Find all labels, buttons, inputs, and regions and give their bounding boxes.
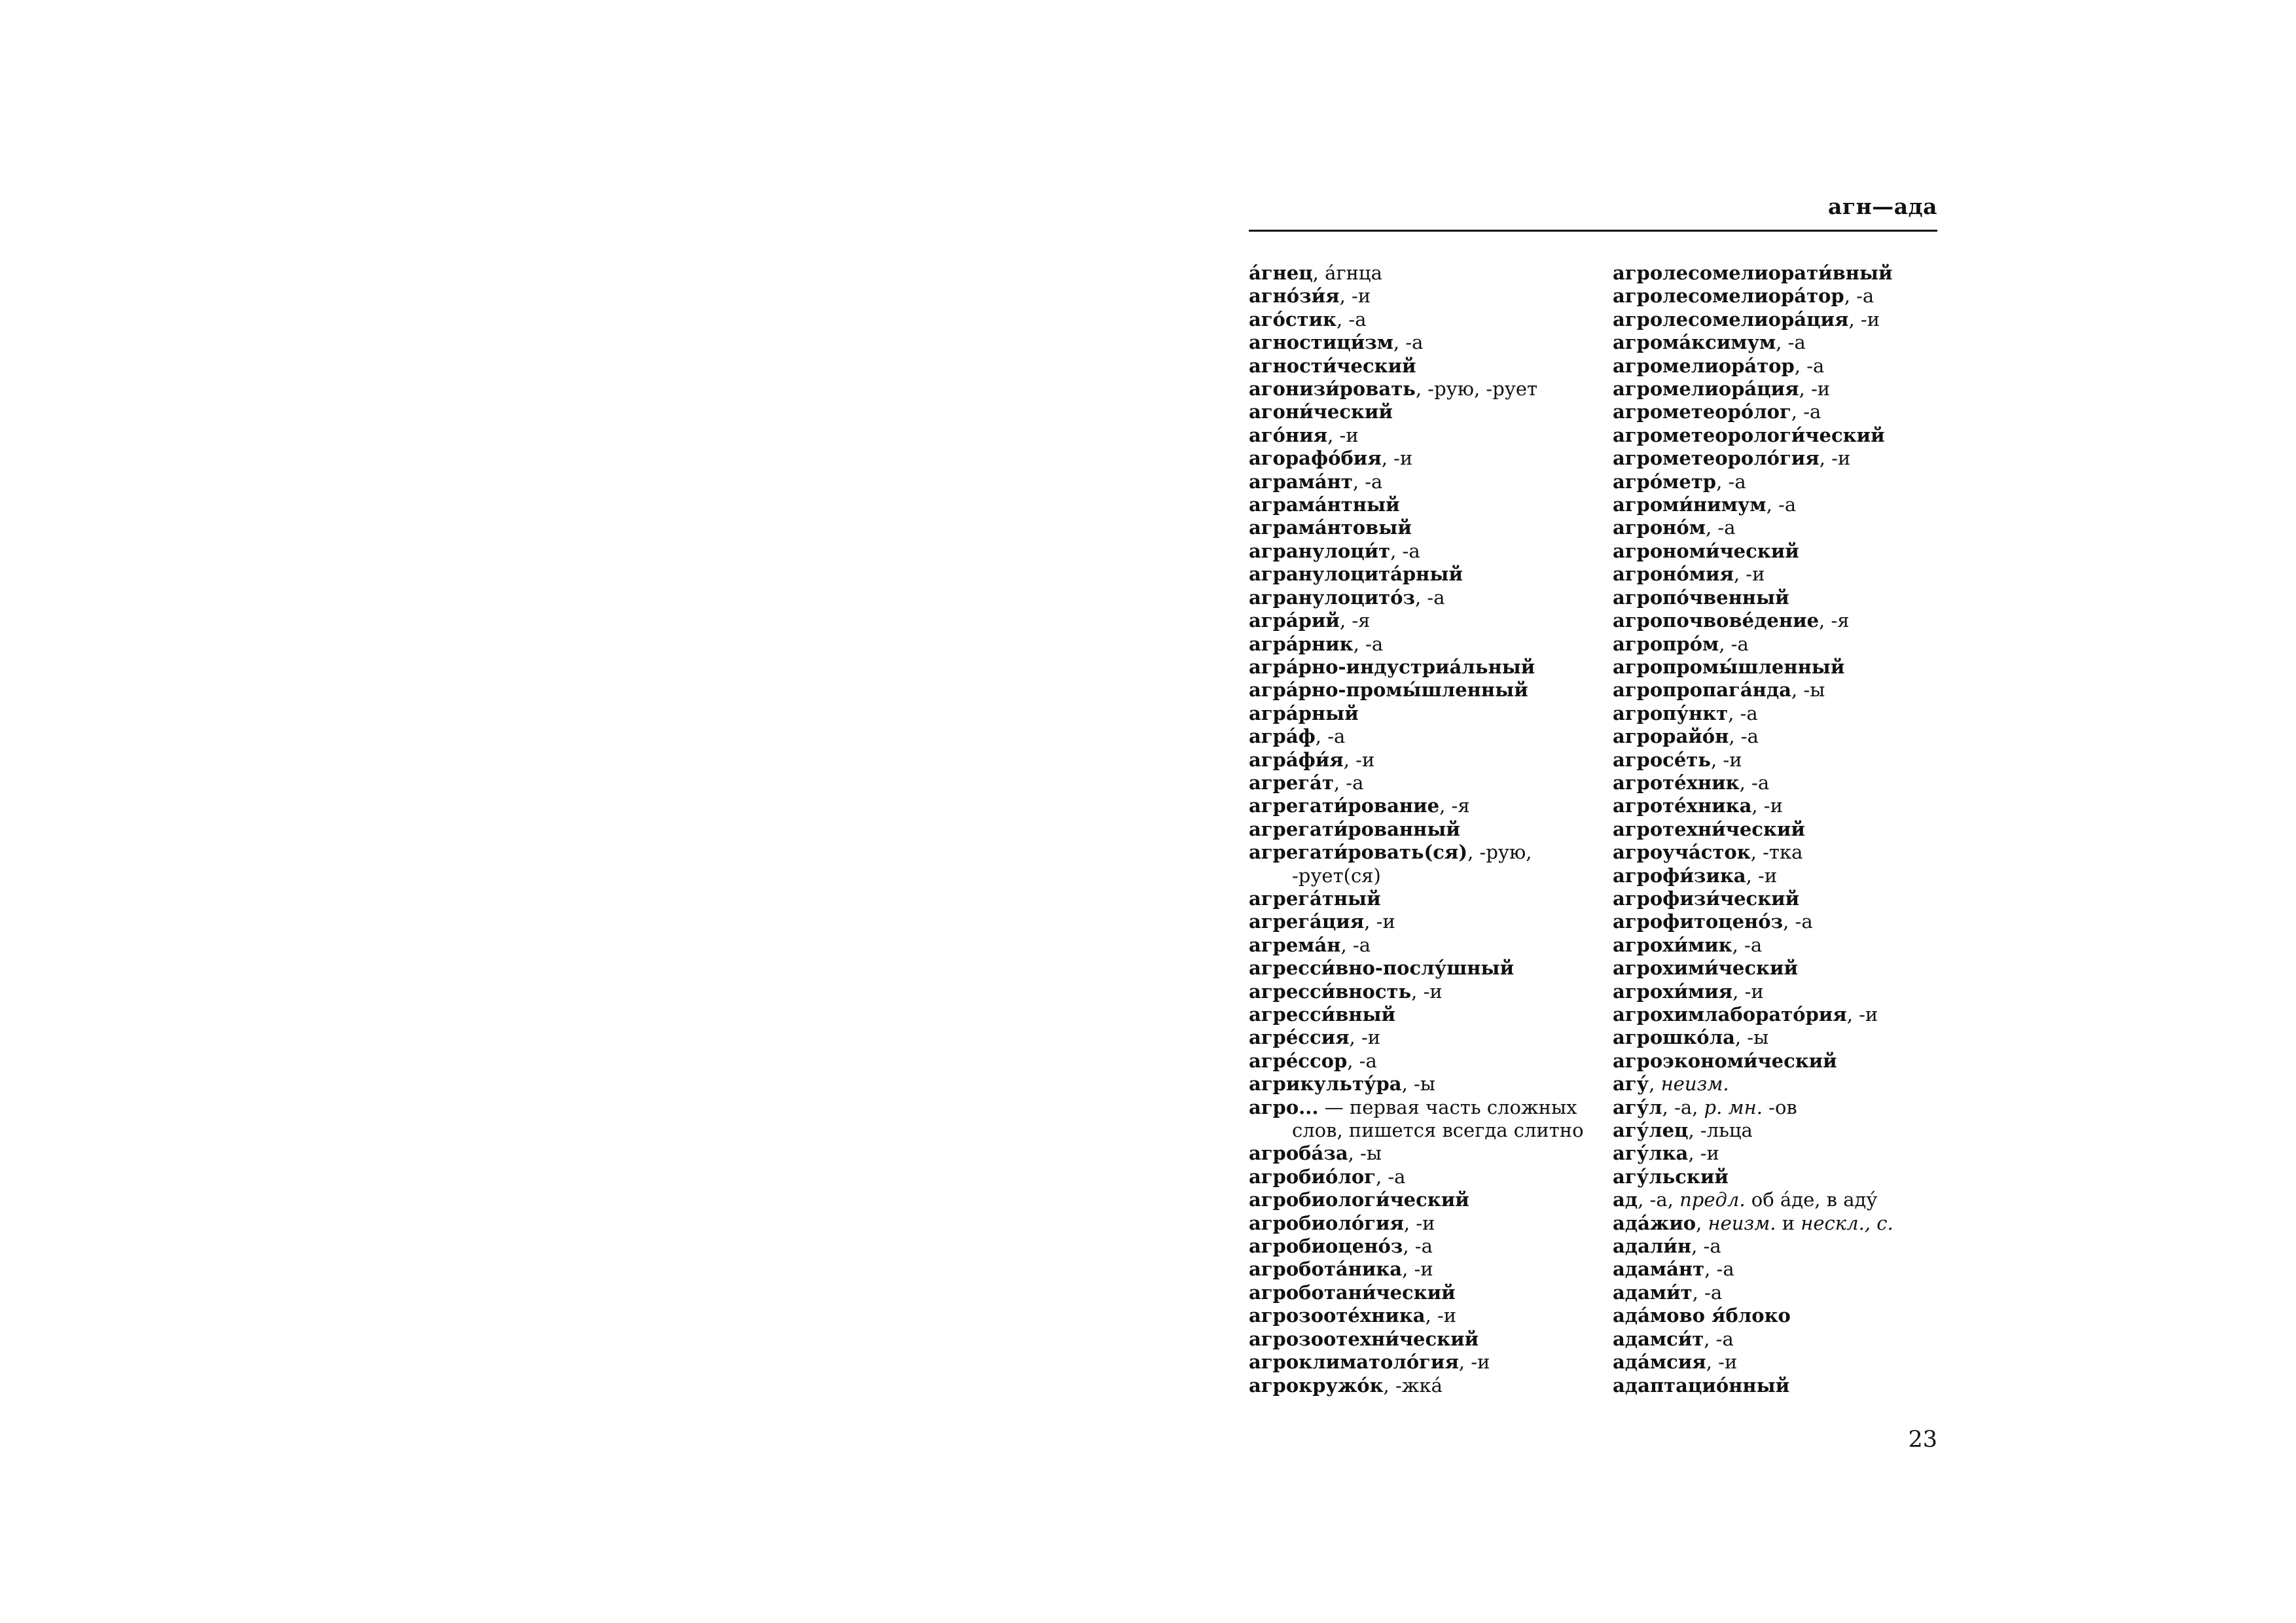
entry-inflection: , -и <box>1733 563 1765 586</box>
entry-headword: агу́лка <box>1613 1142 1689 1165</box>
dictionary-entry <box>1613 609 1979 632</box>
entry-headword: агра́фи́я <box>1249 748 1344 771</box>
entry-headword: агропромы́шленный <box>1613 655 1845 678</box>
entry-inflection: , -я <box>1439 794 1470 817</box>
entry-headword: аго́ния <box>1249 423 1328 446</box>
entry-headword: агрофитоцено́з <box>1613 910 1784 933</box>
dictionary-entry <box>1613 910 1979 933</box>
entry-inflection: , -и <box>1819 447 1851 470</box>
entry-headword: агно́зи́я <box>1249 285 1340 308</box>
entry-headword: агрофизи́ческий <box>1613 887 1800 910</box>
entry-inflection: и <box>1776 1211 1801 1234</box>
dictionary-entry <box>1249 471 1602 493</box>
entry-inflection: , -а <box>1766 493 1797 516</box>
entry-grammar-label: неизм. <box>1660 1073 1729 1096</box>
dictionary-entry <box>1613 424 1979 447</box>
entry-headword: адали́н <box>1613 1235 1692 1258</box>
entry-headword: агра́рный <box>1249 702 1359 724</box>
entry-headword: агрофи́зика <box>1613 864 1746 887</box>
dictionary-entry <box>1249 656 1602 679</box>
dictionary-entry <box>1249 910 1602 933</box>
page-number: 23 <box>1908 1427 1937 1453</box>
dictionary-entry <box>1249 1003 1602 1026</box>
entry-headword: агрома́ксимум <box>1613 331 1776 354</box>
entry-inflection: , -а <box>1353 632 1384 655</box>
entry-headword: агресси́вный <box>1249 1003 1396 1026</box>
entry-inflection: , -а <box>1716 470 1746 493</box>
dictionary-entry <box>1613 1258 1979 1281</box>
entry-headword: аграма́нтный <box>1249 493 1400 516</box>
entry-headword: агранулоцита́рный <box>1249 563 1463 586</box>
right-column <box>1613 262 1979 1397</box>
entry-headword: агро́метр <box>1613 470 1717 493</box>
entry-inflection: , -и <box>1343 748 1375 771</box>
dictionary-entry <box>1613 887 1979 910</box>
dictionary-entry <box>1249 424 1602 447</box>
entry-inflection: , -и <box>1364 910 1395 933</box>
entry-headword: адамси́т <box>1613 1327 1704 1350</box>
entry-headword: агрономи́ческий <box>1613 539 1799 562</box>
entry-headword: агра́ф <box>1249 725 1316 748</box>
dictionary-entry <box>1613 725 1979 748</box>
entry-headword: агностици́зм <box>1249 331 1393 354</box>
entry-inflection: , -а <box>1340 933 1371 956</box>
entry-inflection: , -а <box>1692 1281 1723 1304</box>
entry-inflection: , -и <box>1403 1211 1435 1234</box>
dictionary-entry <box>1613 1304 1979 1327</box>
entry-headword: агроба́за <box>1249 1142 1348 1165</box>
entry-inflection: , -и <box>1339 285 1371 308</box>
entry-headword: аграма́нтовый <box>1249 516 1412 539</box>
entry-headword: агроуча́сток <box>1613 841 1751 864</box>
entry-headword: агроэкономи́ческий <box>1613 1049 1837 1072</box>
entry-headword: адами́т <box>1613 1281 1693 1304</box>
entry-inflection: , -и <box>1846 1003 1878 1026</box>
entry-headword: агроте́хник <box>1613 771 1740 794</box>
dictionary-entry <box>1613 308 1979 331</box>
entry-inflection: , -и <box>1799 378 1831 401</box>
dictionary-entry <box>1249 516 1602 539</box>
entry-inflection: , -и <box>1349 1026 1381 1049</box>
dictionary-entry <box>1613 656 1979 679</box>
dictionary-entry <box>1613 516 1979 539</box>
entry-inflection: , -а <box>1390 539 1420 562</box>
dictionary-entry <box>1613 702 1979 725</box>
entry-inflection: , -а <box>1347 1049 1377 1072</box>
entry-headword: аго́стик <box>1249 308 1336 330</box>
entry-inflection: , -а <box>1776 331 1806 354</box>
dictionary-entry <box>1249 378 1602 401</box>
dictionary-entry <box>1249 749 1602 772</box>
entry-inflection: , -а <box>1315 725 1346 748</box>
dictionary-entry <box>1613 285 1979 308</box>
dictionary-entry <box>1613 586 1979 609</box>
dictionary-entry <box>1249 1304 1602 1327</box>
entry-headword: агробиоло́гия <box>1249 1211 1404 1234</box>
dictionary-entry <box>1613 957 1979 980</box>
dictionary-entry <box>1613 794 1979 817</box>
entry-headword: агрорайо́н <box>1613 725 1729 748</box>
running-head: агн—ада <box>1827 194 1937 219</box>
dictionary-entry <box>1613 331 1979 354</box>
entry-headword: адама́нт <box>1613 1258 1705 1281</box>
entry-headword: агрегати́рование <box>1249 794 1440 817</box>
entry-headword: агранулоцито́з <box>1249 586 1415 609</box>
entry-headword: ада́мово я́блоко <box>1613 1304 1791 1327</box>
dictionary-entry <box>1249 355 1602 378</box>
entry-inflection: , -ы <box>1401 1073 1435 1096</box>
entry-inflection: , -ы <box>1791 679 1825 702</box>
dictionary-entry <box>1249 934 1602 957</box>
entry-inflection: , -а <box>1336 308 1367 330</box>
entry-inflection: , -а <box>1705 516 1736 539</box>
entry-headword: агропочвове́дение <box>1613 609 1820 632</box>
dictionary-entry <box>1249 1328 1602 1351</box>
entry-headword: агрохи́мия <box>1613 980 1733 1003</box>
entry-headword: а́гнец <box>1249 262 1313 284</box>
entry-headword: агросе́ть <box>1613 748 1711 771</box>
dictionary-entry <box>1249 702 1602 725</box>
entry-headword: агрозоотехни́ческий <box>1249 1327 1479 1350</box>
dictionary-entry <box>1613 1328 1979 1351</box>
entry-inflection: , -и <box>1732 980 1764 1003</box>
entry-inflection: , -а <box>1691 1235 1721 1258</box>
entry-inflection: об а́де, в аду́ <box>1745 1188 1878 1211</box>
dictionary-entry <box>1613 1235 1979 1258</box>
dictionary-entry <box>1613 1050 1979 1073</box>
entry-inflection: , -а <box>1739 771 1770 794</box>
entry-headword: агранулоци́т <box>1249 539 1391 562</box>
dictionary-entry <box>1249 725 1602 748</box>
entry-inflection: , -и <box>1411 980 1443 1003</box>
dictionary-entry <box>1613 563 1979 586</box>
dictionary-entry <box>1613 679 1979 702</box>
entry-inflection: , -а <box>1375 1165 1406 1188</box>
dictionary-entry <box>1613 749 1979 772</box>
header-rule <box>1249 230 1937 232</box>
entry-inflection: , -а <box>1704 1258 1734 1281</box>
entry-inflection: , -льца <box>1688 1119 1753 1142</box>
dictionary-entry <box>1249 1351 1602 1374</box>
entry-headword: агробиоцено́з <box>1249 1235 1403 1258</box>
entry-inflection: , -и <box>1710 748 1742 771</box>
entry-headword: агрошко́ла <box>1613 1026 1735 1049</box>
entry-inflection: — первая часть сложных слов, пишется всегда слитно <box>1292 1096 1584 1142</box>
entry-inflection: , -тка <box>1750 841 1803 864</box>
entry-headword: агности́ческий <box>1249 354 1416 377</box>
dictionary-entry <box>1249 1026 1602 1049</box>
entry-headword: агропо́чвенный <box>1613 586 1789 609</box>
dictionary-entry <box>1249 285 1602 308</box>
dictionary-entry <box>1249 794 1602 817</box>
entry-headword: агрохими́ческий <box>1613 957 1798 980</box>
entry-inflection: , -а <box>1333 771 1364 794</box>
dictionary-entry <box>1249 262 1602 285</box>
entry-inflection: , -а <box>1783 910 1813 933</box>
dictionary-entry <box>1249 1166 1602 1188</box>
entry-inflection: , -а <box>1393 331 1424 354</box>
dictionary-entry <box>1249 308 1602 331</box>
entry-inflection: , -жка́ <box>1383 1374 1443 1397</box>
dictionary-entry <box>1613 1166 1979 1188</box>
entry-headword: агрохи́мик <box>1613 933 1732 956</box>
entry-grammar-label: нескл., с. <box>1801 1211 1893 1234</box>
dictionary-entry <box>1613 633 1979 656</box>
dictionary-entry <box>1249 331 1602 354</box>
entry-headword: агу́ <box>1613 1073 1649 1096</box>
entry-inflection: , -рую, -рует <box>1415 378 1538 401</box>
entry-headword: агроботани́ческий <box>1249 1281 1456 1304</box>
entry-inflection: , -ы <box>1734 1026 1769 1049</box>
dictionary-entry <box>1613 355 1979 378</box>
entry-inflection: , -а <box>1728 702 1758 724</box>
entry-headword: агорафо́бия <box>1249 447 1382 470</box>
dictionary-entry <box>1249 586 1602 609</box>
entry-headword: агрокружо́к <box>1249 1374 1384 1397</box>
entry-headword: агрометеорологи́ческий <box>1613 423 1885 446</box>
dictionary-entry <box>1249 1212 1602 1235</box>
entry-inflection: , а́гнца <box>1312 262 1382 284</box>
entry-headword: агропропага́нда <box>1613 679 1791 702</box>
entry-headword: агресси́вно-послу́шный <box>1249 957 1515 980</box>
dictionary-entry <box>1249 1073 1602 1096</box>
entry-headword: агроно́мия <box>1613 563 1734 586</box>
entry-inflection: , -рую, -рует(ся) <box>1292 841 1532 887</box>
entry-grammar-label: предл. <box>1679 1188 1746 1211</box>
entry-headword: агрега́ция <box>1249 910 1365 933</box>
dictionary-entry <box>1613 493 1979 516</box>
entry-headword: агроно́м <box>1613 516 1706 539</box>
dictionary-entry <box>1249 563 1602 586</box>
dictionary-entry <box>1613 378 1979 401</box>
dictionary-entry <box>1613 1073 1979 1096</box>
entry-inflection: , -и <box>1848 308 1880 330</box>
dictionary-entry <box>1613 1142 1979 1165</box>
entry-inflection: , -ы <box>1348 1142 1382 1165</box>
dictionary-entry <box>1249 633 1602 656</box>
dictionary-entry <box>1249 1374 1602 1397</box>
entry-inflection: -ов <box>1762 1096 1797 1118</box>
dictionary-entry <box>1613 540 1979 563</box>
entry-inflection: , -а <box>1794 354 1825 377</box>
dictionary-entry <box>1613 1281 1979 1304</box>
entry-headword: агрозооте́хника <box>1249 1304 1426 1327</box>
entry-inflection: , -а <box>1719 632 1749 655</box>
entry-headword: агра́рник <box>1249 632 1354 655</box>
dictionary-entry <box>1249 401 1602 423</box>
entry-headword: агролесомелиора́тор <box>1613 285 1844 308</box>
entry-headword: агресси́вность <box>1249 980 1412 1003</box>
dictionary-entry <box>1249 980 1602 1003</box>
dictionary-entry <box>1613 841 1979 864</box>
left-column <box>1249 262 1602 1397</box>
entry-headword: агролесомелиорати́вный <box>1613 262 1893 284</box>
entry-headword: агроклиматоло́гия <box>1249 1351 1459 1374</box>
entry-inflection: , -и <box>1402 1258 1433 1281</box>
entry-inflection: , -я <box>1339 609 1371 632</box>
entry-headword: агра́рий <box>1249 609 1340 632</box>
entry-headword: агроте́хника <box>1613 794 1752 817</box>
dictionary-entry <box>1249 887 1602 910</box>
entry-inflection: , -и <box>1746 864 1778 887</box>
entry-headword: агрема́н <box>1249 933 1341 956</box>
dictionary-entry <box>1249 1188 1602 1211</box>
entry-headword: агрега́тный <box>1249 887 1381 910</box>
entry-inflection: , -и <box>1381 447 1413 470</box>
entry-inflection: , -а <box>1403 1235 1433 1258</box>
dictionary-entry <box>1249 957 1602 980</box>
dictionary-entry <box>1249 493 1602 516</box>
entry-headword: агу́л <box>1613 1096 1662 1118</box>
dictionary-entry <box>1249 1142 1602 1165</box>
entry-inflection: , -а <box>1729 725 1759 748</box>
entry-inflection: , -а <box>1414 586 1445 609</box>
dictionary-entry <box>1613 1374 1979 1397</box>
entry-inflection: , -а <box>1791 401 1821 423</box>
entry-inflection: , -а, <box>1638 1188 1680 1211</box>
dictionary-entry <box>1249 1050 1602 1073</box>
entry-headword: агонизи́ровать <box>1249 378 1416 401</box>
entry-inflection: , -и <box>1458 1351 1490 1374</box>
dictionary-entry <box>1613 447 1979 470</box>
entry-inflection: , -а <box>1844 285 1874 308</box>
entry-headword: агропу́нкт <box>1613 702 1729 724</box>
entry-inflection: , -и <box>1425 1304 1457 1327</box>
dictionary-entry <box>1613 1188 1979 1211</box>
entry-headword: ада́мсия <box>1613 1351 1706 1374</box>
entry-inflection: , -и <box>1688 1142 1719 1165</box>
dictionary-entry <box>1613 1003 1979 1026</box>
dictionary-entry <box>1613 865 1979 887</box>
dictionary-entry <box>1249 447 1602 470</box>
entry-inflection: , -а <box>1732 933 1763 956</box>
entry-headword: агропро́м <box>1613 632 1719 655</box>
entry-headword: агра́рно-промы́шленный <box>1249 679 1528 702</box>
dictionary-entry <box>1249 841 1602 887</box>
entry-inflection: , <box>1696 1211 1708 1234</box>
entry-headword: ада́жио <box>1613 1211 1696 1234</box>
entry-inflection: , -и <box>1751 794 1783 817</box>
entry-grammar-label: неизм. <box>1708 1211 1776 1234</box>
dictionary-entry <box>1613 1212 1979 1235</box>
entry-inflection: , -а <box>1704 1327 1734 1350</box>
entry-headword: агроми́нимум <box>1613 493 1767 516</box>
dictionary-entry <box>1613 980 1979 1003</box>
dictionary-entry <box>1613 1026 1979 1049</box>
dictionary-entry <box>1613 1119 1979 1142</box>
entry-inflection: , -а, <box>1662 1096 1704 1118</box>
entry-headword: адаптацио́нный <box>1613 1374 1790 1397</box>
entry-headword: агре́ссор <box>1249 1049 1348 1072</box>
dictionary-entry <box>1249 679 1602 702</box>
dictionary-entry <box>1249 1235 1602 1258</box>
entry-headword: агрохимлаборато́рия <box>1613 1003 1847 1026</box>
dictionary-entry <box>1613 818 1979 841</box>
entry-inflection: , -и <box>1706 1351 1738 1374</box>
entry-headword: агромелиора́тор <box>1613 354 1795 377</box>
entry-inflection: , -и <box>1327 423 1359 446</box>
dictionary-entry <box>1249 609 1602 632</box>
dictionary-entry <box>1613 401 1979 423</box>
dictionary-entry <box>1249 1258 1602 1281</box>
dictionary-entry <box>1613 772 1979 794</box>
entry-headword: агро... <box>1249 1096 1319 1118</box>
dictionary-entry <box>1249 1096 1602 1143</box>
dictionary-entry <box>1613 471 1979 493</box>
entry-headword: агробио́лог <box>1249 1165 1376 1188</box>
dictionary-entry <box>1249 772 1602 794</box>
entry-headword: агре́ссия <box>1249 1026 1350 1049</box>
entry-headword: аграма́нт <box>1249 470 1353 493</box>
entry-headword: агу́лец <box>1613 1119 1689 1142</box>
entry-headword: агра́рно-индустриа́льный <box>1249 655 1535 678</box>
entry-headword: ад <box>1613 1188 1638 1211</box>
entry-headword: агролесомелиора́ция <box>1613 308 1849 330</box>
entry-headword: агробота́ника <box>1249 1258 1403 1281</box>
entry-headword: агрометеороло́гия <box>1613 447 1820 470</box>
entry-headword: агротехни́ческий <box>1613 817 1805 840</box>
entry-headword: агрикульту́ра <box>1249 1073 1402 1096</box>
dictionary-entry <box>1613 934 1979 957</box>
dictionary-entry <box>1249 818 1602 841</box>
entry-inflection: , -а <box>1352 470 1383 493</box>
dictionary-entry <box>1613 1096 1979 1119</box>
entry-headword: агони́ческий <box>1249 401 1393 423</box>
entry-headword: агробиологи́ческий <box>1249 1188 1469 1211</box>
entry-headword: агромелиора́ция <box>1613 378 1799 401</box>
entry-grammar-label: р. мн. <box>1704 1096 1763 1118</box>
entry-headword: агу́льский <box>1613 1165 1729 1188</box>
dictionary-entry <box>1613 1351 1979 1374</box>
entry-headword: агрометеоро́лог <box>1613 401 1791 423</box>
dictionary-entry <box>1249 1281 1602 1304</box>
dictionary-entry <box>1613 262 1979 285</box>
entry-inflection: , -я <box>1819 609 1850 632</box>
entry-headword: агрегати́ровать(ся) <box>1249 841 1468 864</box>
entry-inflection: , <box>1649 1073 1661 1096</box>
dictionary-entry <box>1249 540 1602 563</box>
entry-headword: агрегати́рованный <box>1249 817 1460 840</box>
entry-headword: агрега́т <box>1249 771 1334 794</box>
